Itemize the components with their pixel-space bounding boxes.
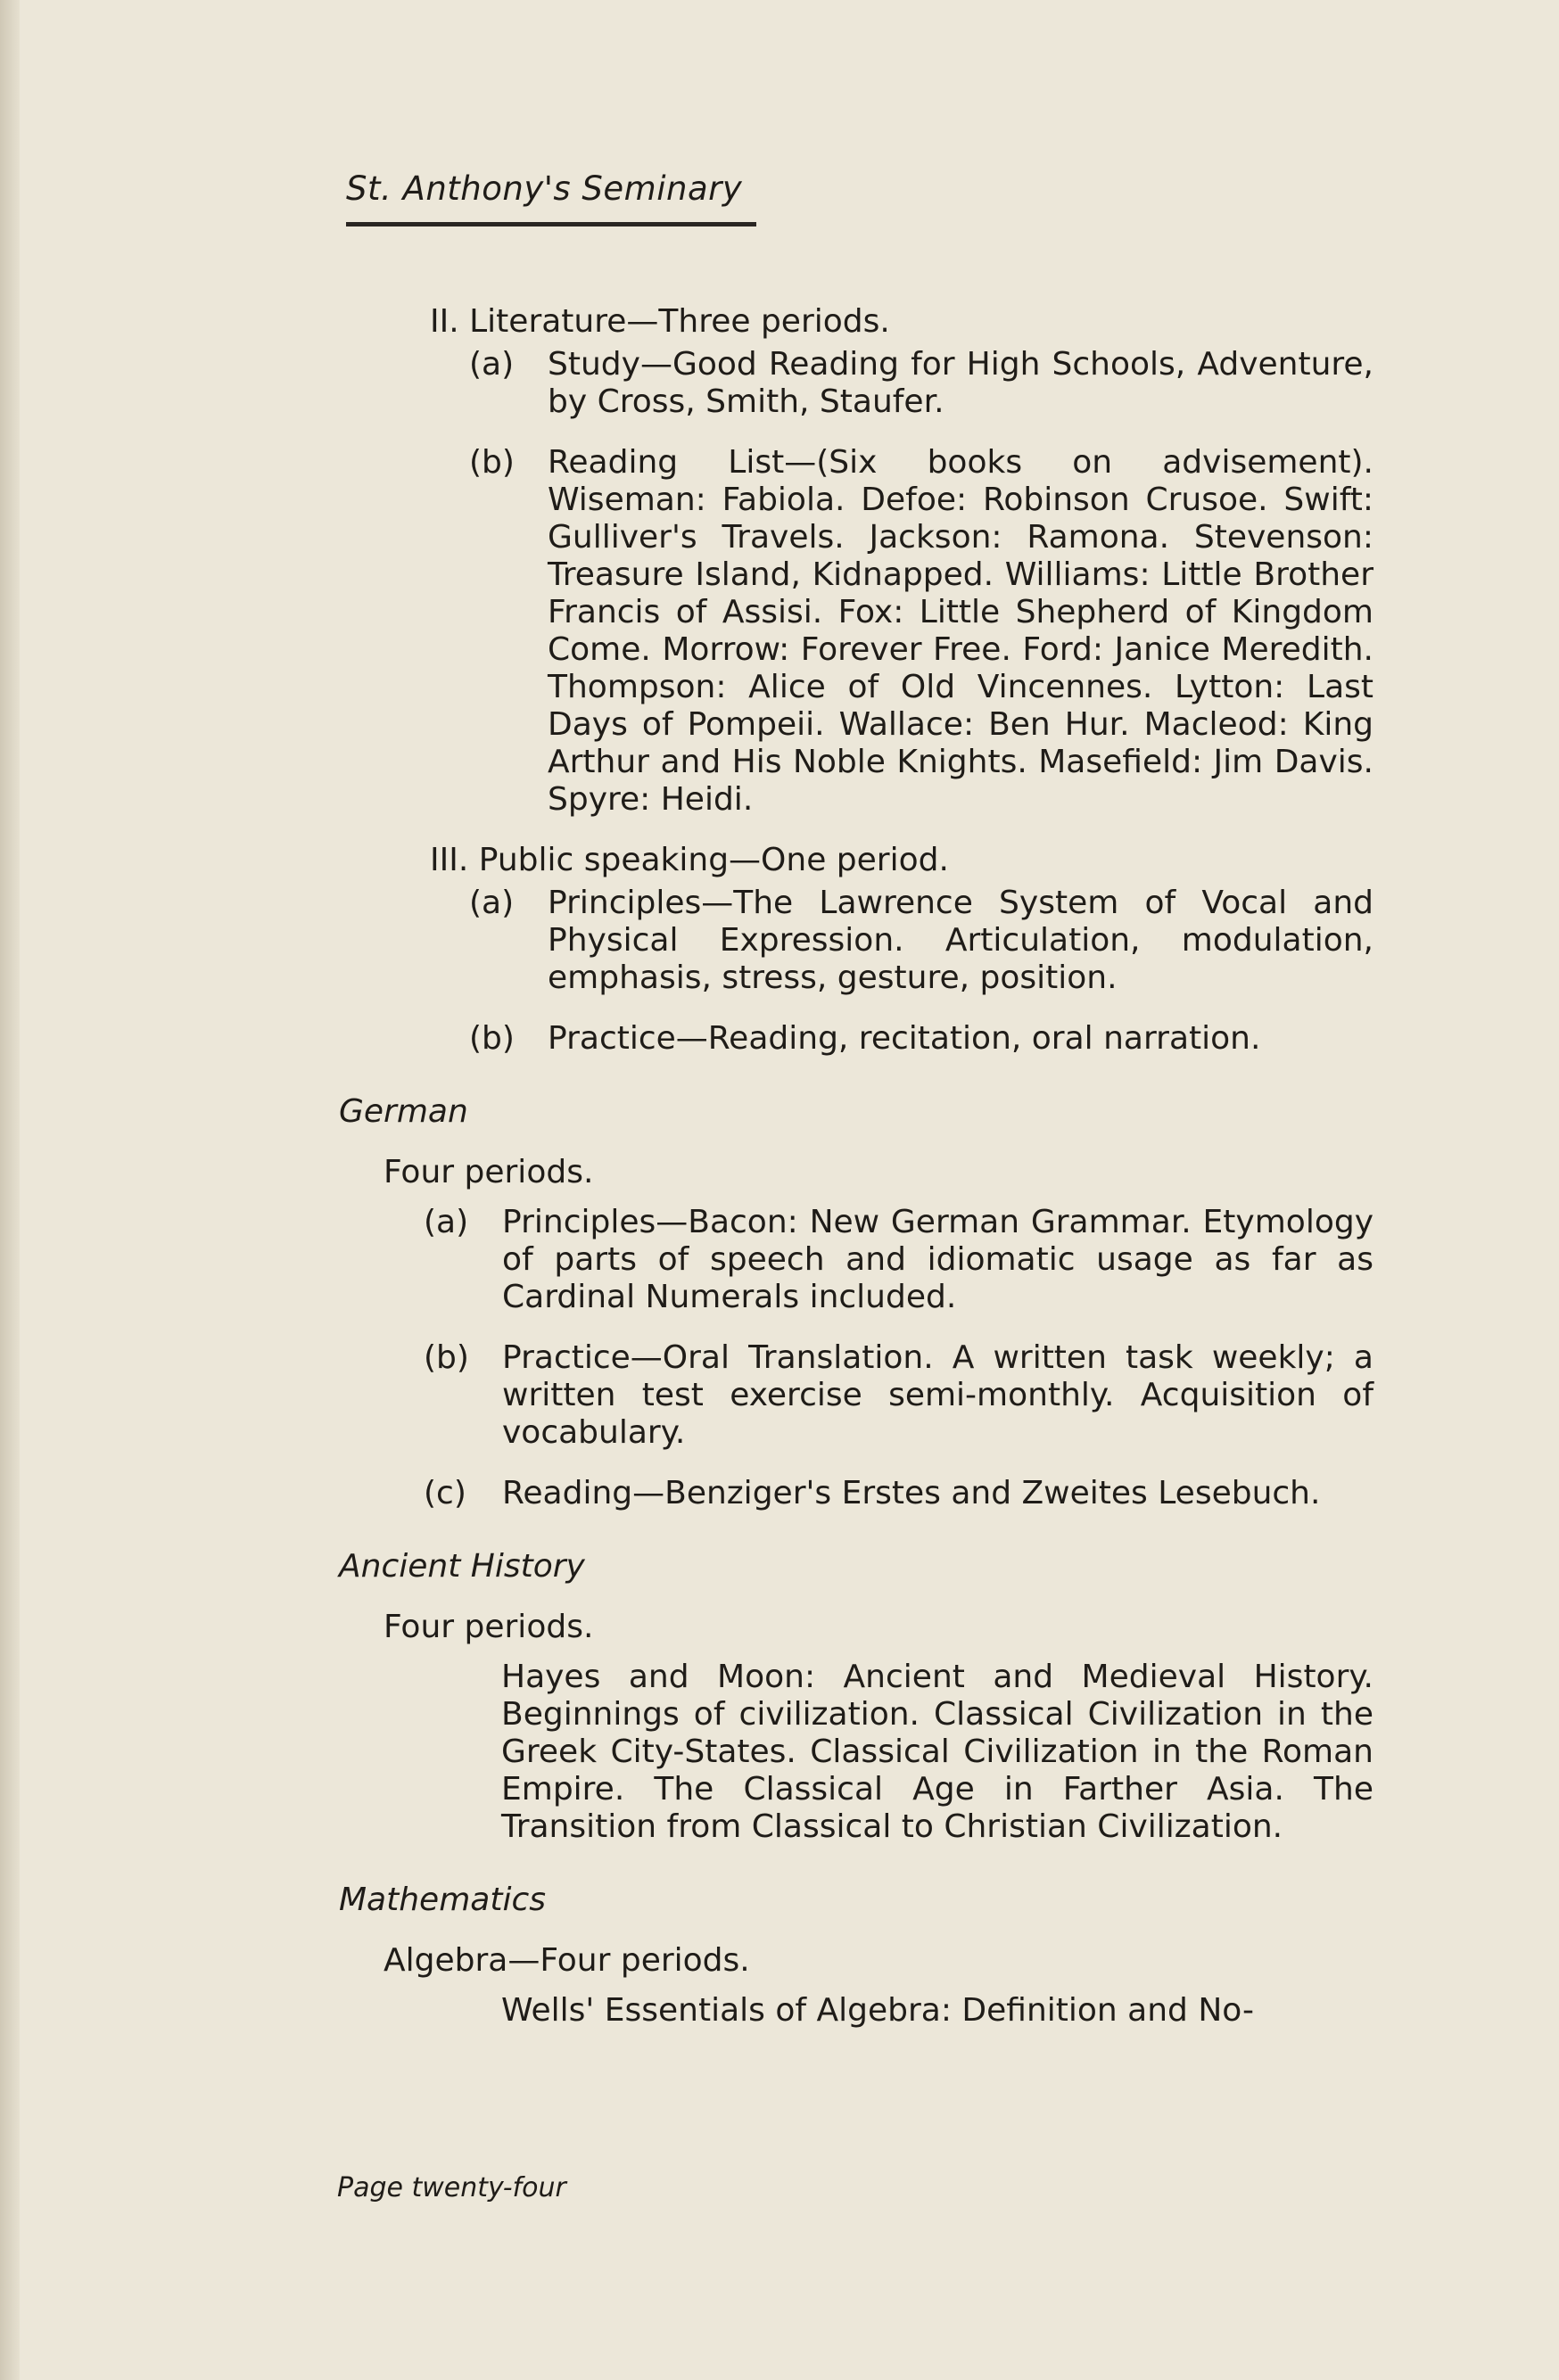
item-label: (a) [469,885,515,921]
item-text: Principles—Bacon: New German Grammar. Etymology of parts of speech and idiomatic usage as far as Cardinal Numerals included. [502,1204,1373,1315]
item-label: (a) [424,1204,469,1240]
german-item-b [424,1339,1373,1452]
item-text: Principles—The Lawrence System of Vocal and Physical Expression. Articulation, modulation, emphasis, stress, gesture, position. [548,885,1373,996]
item-label: (b) [424,1339,469,1376]
public-speaking-item-b [469,1020,1373,1058]
ancient-history-text: Hayes and Moon: Ancient and Medieval History. Beginnings of civilization. Classical Civilization in the Greek City-States. Classical Civilization in the Roman Empire. The Classical Age in Farther Asia. The Transition from Classical to Christian Civilization. [501,1659,1373,1845]
item-text: Reading List—(Six books on advisement). Wiseman: Fabiola. Defoe: Robinson Crusoe. Swift: Gulliver's Travels. Jackson: Ramona. Stevenson: Treasure Island, Kidnapped. Williams: Little Brother Francis of Assisi. Fox: Little Shepherd of Kingdom Come. Morrow: Forever Free. Ford: Janice Meredith. Thompson: Alice of Old Vincennes. Lytton: Last Days of Pompeii. Wallace: Ben Hur. Macleod: King Arthur and His Noble Knights. Masefield: Jim Davis. Spyre: Heidi. [548,444,1373,818]
literature-heading: II. Literature—Three periods. [430,303,890,340]
mathematics-section [339,1882,1373,2030]
german-item-c [424,1475,1373,1512]
header-rule [346,222,756,226]
ancient-history-periods: Four periods. [384,1609,594,1645]
mathematics-text: Wells' Essentials of Algebra: Definition and No- [501,1992,1254,2029]
literature-item-b [469,444,1373,819]
page-content [339,303,1373,2046]
german-title: German [339,1093,468,1130]
running-header [346,169,756,226]
ancient-history-title: Ancient History [339,1548,585,1585]
public-speaking-item-a [469,885,1373,997]
literature-section [339,303,1373,819]
header-title: St. Anthony's Seminary [346,169,743,208]
public-speaking-heading: III. Public speaking—One period. [430,842,949,878]
item-label: (a) [469,346,515,383]
item-label: (b) [469,444,515,481]
item-text: Practice—Oral Translation. A written task weekly; a written test exercise semi-monthly. Acquisition of vocabulary. [502,1339,1373,1451]
item-text: Study—Good Reading for High Schools, Adventure, by Cross, Smith, Staufer. [548,346,1373,420]
page-edge [0,0,20,2380]
german-item-a [424,1204,1373,1316]
literature-item-a [469,346,1373,421]
item-label: (c) [424,1475,466,1511]
public-speaking-section [339,842,1373,1058]
item-text: Reading—Benziger's Erstes and Zweites Lesebuch. [502,1475,1321,1511]
german-periods: Four periods. [384,1154,594,1190]
item-label: (b) [469,1020,515,1057]
mathematics-periods: Algebra—Four periods. [384,1942,750,1979]
page-number: Page twenty-four [337,2172,566,2203]
german-section [339,1093,1373,1512]
item-text: Practice—Reading, recitation, oral narration. [548,1020,1261,1057]
mathematics-title: Mathematics [339,1882,546,1918]
ancient-history-section [339,1548,1373,1846]
